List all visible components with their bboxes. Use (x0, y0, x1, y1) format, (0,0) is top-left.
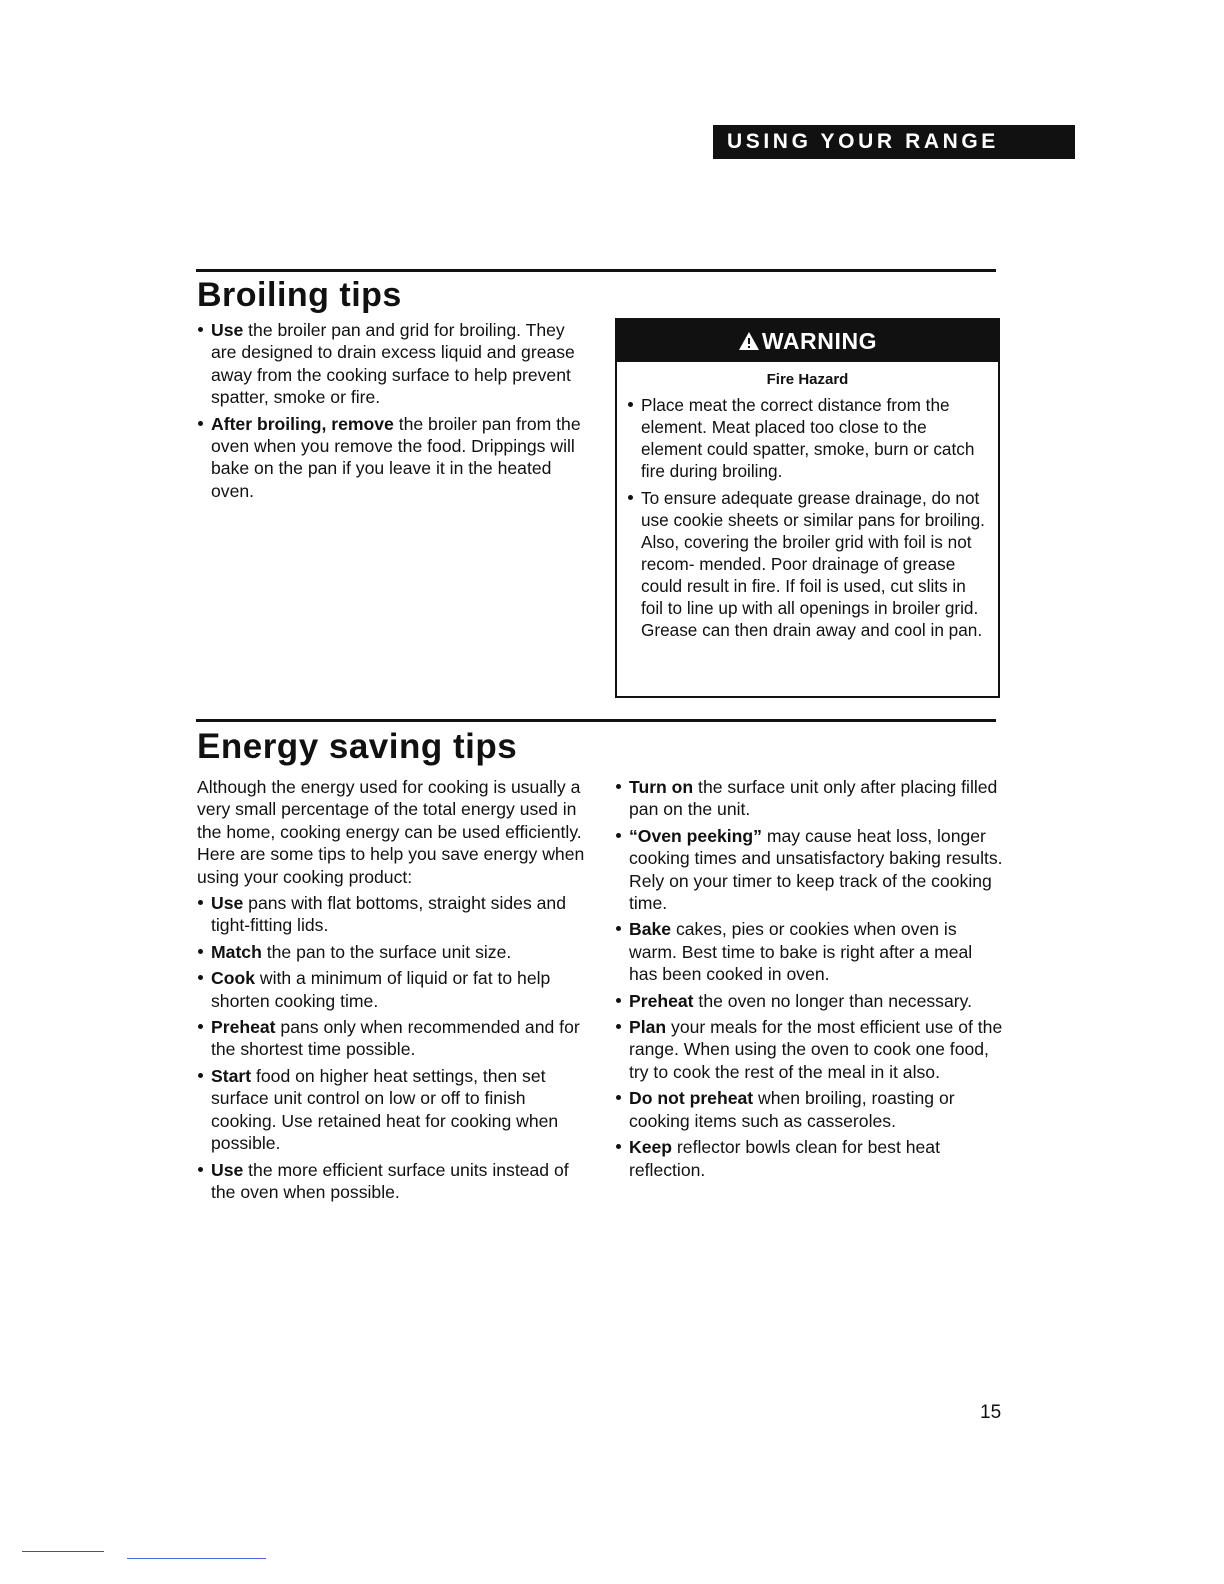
energy-left-list (197, 892, 587, 1203)
energy-heading: Energy saving tips (197, 727, 518, 766)
warning-header (617, 320, 998, 362)
energy-tip: Preheat the oven no longer than necessary. (615, 990, 1005, 1012)
energy-tip: Cook with a minimum of liquid or fat to help shorten cooking time. (197, 967, 587, 1012)
energy-tip: Do not preheat when broiling, roasting or cooking items such as casseroles. (615, 1087, 1005, 1132)
energy-tip: Start food on higher heat settings, then set surface unit control on low or off to finish cooking. Use retained heat for cooking when possible. (197, 1065, 587, 1155)
energy-right-list (615, 776, 1005, 1181)
energy-tip: Match the pan to the surface unit size. (197, 941, 587, 963)
footer-rule (22, 1551, 104, 1552)
energy-left-column (197, 776, 587, 1207)
energy-tip: Keep reflector bowls clean for best heat reflection. (615, 1136, 1005, 1181)
warning-box (615, 318, 1000, 698)
section-banner: USING YOUR RANGE (713, 125, 1075, 159)
energy-tip: “Oven peeking” may cause heat loss, longer cooking times and unsatisfactory baking results. Rely on your timer to keep track of the cooking time. (615, 825, 1005, 915)
warning-list (617, 394, 998, 641)
energy-tip: Plan your meals for the most efficient use of the range. When using the oven to cook one food, try to cook the rest of the meal in it also. (615, 1016, 1005, 1083)
footer-rule (127, 1558, 266, 1559)
energy-tip: Use pans with flat bottoms, straight sides and tight-fitting lids. (197, 892, 587, 937)
energy-divider (196, 719, 996, 722)
page-number: 15 (980, 1402, 1002, 1423)
broiling-heading: Broiling tips (197, 276, 402, 314)
warning-item: Place meat the correct distance from the element. Meat placed too close to the element could spatter, smoke, burn or catch fire during broiling. (627, 394, 988, 482)
broiling-tip: After broiling, remove the broiler pan from the oven when you remove the food. Drippings will bake on the pan if you leave it in the heated oven. (197, 413, 582, 503)
energy-right-column (615, 776, 1005, 1185)
energy-intro: Although the energy used for cooking is usually a very small percentage of the total energy used in the home, cooking energy can be used efficiently. Here are some tips to help you save energy when using your cooking product: (197, 777, 585, 887)
warning-item: To ensure adequate grease drainage, do not use cookie sheets or similar pans for broiling. Also, covering the broiler grid with foil is not recom- mended. Poor drainage of grease could result in fire. If foil is used, cut slits in foil to line up with all openings in broiler grid. Grease can then drain away and cool in pan. (627, 487, 988, 641)
broiling-divider (196, 269, 996, 272)
warning-triangle-icon (738, 331, 760, 351)
broiling-tip: Use the broiler pan and grid for broiling. They are designed to drain excess liquid and grease away from the cooking surface to help prevent spatter, smoke or fire. (197, 319, 582, 409)
broiling-tips-list (197, 319, 582, 502)
energy-tip: Preheat pans only when recommended and for the shortest time possible. (197, 1016, 587, 1061)
energy-tip: Use the more efficient surface units instead of the oven when possible. (197, 1159, 587, 1204)
warning-label: WARNING (761, 327, 878, 354)
energy-tip: Bake cakes, pies or cookies when oven is warm. Best time to bake is right after a meal has been cooked in oven. (615, 918, 1005, 985)
warning-subtitle: Fire Hazard (766, 371, 849, 388)
energy-tip: Turn on the surface unit only after placing filled pan on the unit. (615, 776, 1005, 821)
broiling-tips-column (197, 319, 582, 506)
